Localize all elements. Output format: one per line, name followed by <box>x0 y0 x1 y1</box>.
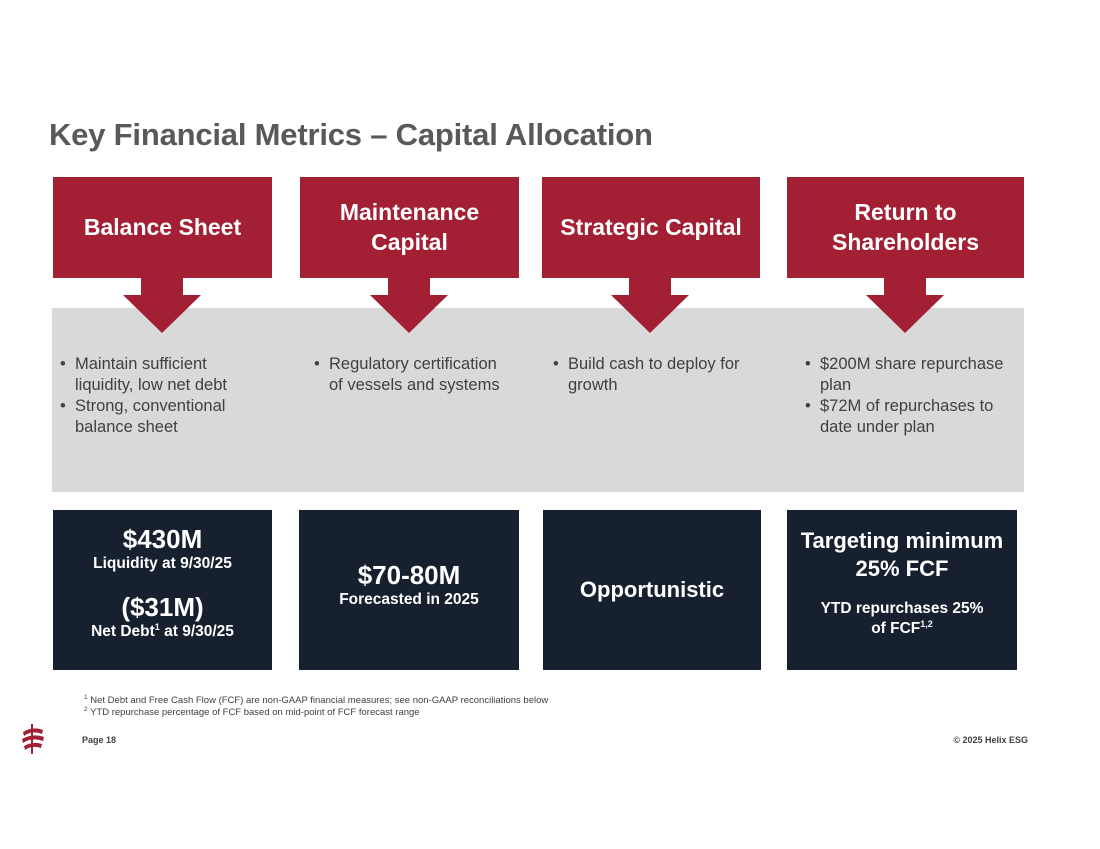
footnote-1: $^1$ Net Debt and Free Cash Flow (FCF) are non-GAAP financial measures; see non-GAAP reconciliations below <box>84 693 549 706</box>
liquidity-value: $430M <box>122 524 203 554</box>
helix-logo-icon <box>20 724 46 754</box>
maintenance-value: $70-80M <box>357 560 461 590</box>
bullets-maintenance-capital <box>314 354 509 396</box>
down-arrow-icon <box>123 277 201 333</box>
page-title: Key Financial Metrics – Capital Allocation <box>49 117 653 152</box>
header-maintenance-capital: Maintenance Capital <box>300 177 519 278</box>
maintenance-label: Forecasted in 2025 <box>339 591 479 608</box>
shareholder-target: Targeting minimum 25% FCF <box>800 528 1004 581</box>
list-item: • Strong, conventional balance sheet <box>60 396 250 438</box>
metric-strategic-capital <box>543 510 761 670</box>
copyright: © 2025 Helix ESG <box>953 735 1028 745</box>
bullets-balance-sheet <box>60 354 250 438</box>
net-debt-label: Net Debt$^1$ at 9/30/25 <box>91 621 234 640</box>
footnotes <box>84 695 548 719</box>
header-return-to-shareholders: Return to Shareholders <box>787 177 1024 278</box>
bullets-strategic-capital <box>553 354 768 396</box>
metric-balance-sheet <box>53 510 272 670</box>
footnote-2: $^2$ YTD repurchase percentage of FCF based on mid-point of FCF forecast range <box>84 705 420 718</box>
strategic-value: Opportunistic <box>579 577 725 602</box>
metric-maintenance-capital <box>299 510 519 670</box>
down-arrow-icon <box>866 277 944 333</box>
down-arrow-icon <box>611 277 689 333</box>
shareholder-ytd: YTD repurchases 25% of FCF$^{1,2}$ <box>820 600 984 637</box>
liquidity-label: Liquidity at 9/30/25 <box>93 555 232 572</box>
list-item: • Regulatory certification of vessels and systems <box>314 354 509 396</box>
list-item: • Maintain sufficient liquidity, low net debt <box>60 354 250 396</box>
header-strategic-capital: Strategic Capital <box>542 177 760 278</box>
down-arrow-icon <box>370 277 448 333</box>
net-debt-value: ($31M) <box>121 592 204 622</box>
page-number: Page 18 <box>82 735 117 745</box>
metric-return-to-shareholders <box>787 510 1017 670</box>
bullets-return-to-shareholders <box>805 354 1005 438</box>
list-item: • $200M share repurchase plan <box>805 354 1005 396</box>
header-balance-sheet: Balance Sheet <box>53 177 272 278</box>
list-item: • Build cash to deploy for growth <box>553 354 768 396</box>
list-item: • $72M of repurchases to date under plan <box>805 396 1005 438</box>
